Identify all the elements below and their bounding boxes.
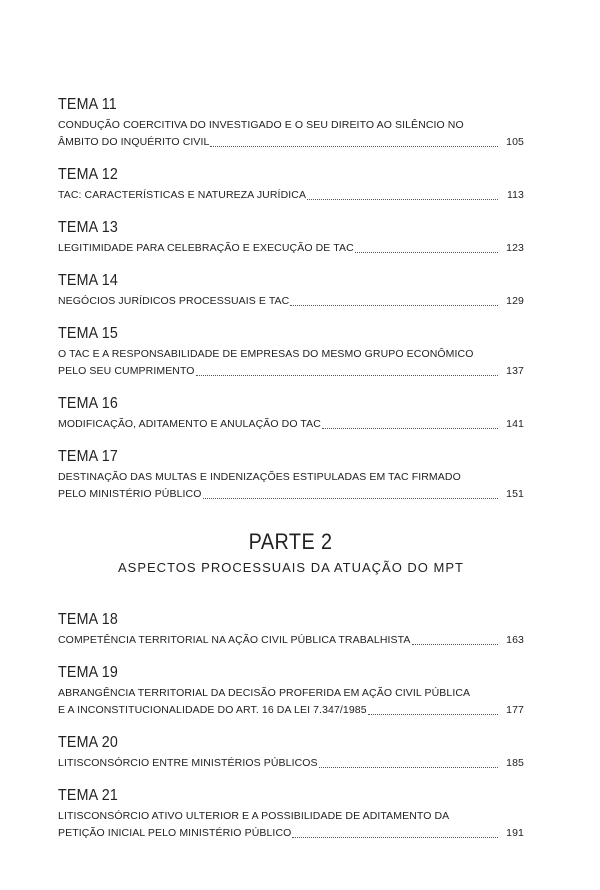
toc-entry-line (58, 632, 524, 649)
toc-list-part-1 (58, 96, 524, 503)
dot-leader (322, 428, 498, 429)
toc-entry[interactable] (58, 325, 524, 380)
toc-entry-title: PELO MINISTÉRIO PÚBLICO (58, 488, 202, 500)
part-heading (58, 529, 524, 577)
tema-label: TEMA 20 (58, 734, 118, 751)
tema-label: TEMA 12 (58, 166, 118, 183)
toc-entry[interactable] (58, 734, 524, 772)
toc-entry[interactable] (58, 96, 524, 151)
page-number: 151 (506, 488, 524, 500)
toc-entry[interactable] (58, 611, 524, 649)
page-number: 129 (506, 295, 524, 307)
toc-entry[interactable] (58, 272, 524, 310)
page-number: 137 (506, 365, 524, 377)
toc-entry[interactable] (58, 664, 524, 719)
tema-label: TEMA 14 (58, 272, 118, 289)
toc-entry[interactable] (58, 787, 524, 842)
page-number: 141 (506, 418, 524, 430)
part-title: PARTE 2 (249, 529, 333, 554)
tema-label: TEMA 11 (58, 96, 117, 113)
dot-leader (203, 498, 499, 499)
toc-entry-line (58, 416, 524, 433)
toc-entry-line (58, 469, 524, 486)
tema-label: TEMA 15 (58, 325, 118, 342)
toc-entry[interactable] (58, 448, 524, 503)
dot-leader (319, 767, 498, 768)
toc-entry-title: LITISCONSÓRCIO ATIVO ULTERIOR E A POSSIBILIDADE DE ADITAMENTO DA (58, 810, 450, 822)
toc-entry-line (58, 363, 524, 380)
dot-leader (210, 146, 498, 147)
toc-entry-line (58, 755, 524, 772)
tema-label: TEMA 17 (58, 448, 118, 465)
tema-label: TEMA 16 (58, 395, 118, 412)
toc-entry-title: LEGITIMIDADE PARA CELEBRAÇÃO E EXECUÇÃO DE TAC (58, 242, 354, 254)
toc-entry-line (58, 293, 524, 310)
toc-entry-title: ÂMBITO DO INQUÉRITO CIVIL (58, 136, 210, 148)
toc-entry-line (58, 187, 524, 204)
toc-entry-title: PELO SEU CUMPRIMENTO (58, 365, 195, 377)
dot-leader (368, 714, 498, 715)
toc-entry-title: CONDUÇÃO COERCITIVA DO INVESTIGADO E O SEU DIREITO AO SILÊNCIO NO (58, 119, 464, 131)
tema-label: TEMA 18 (58, 611, 118, 628)
toc-entry-title: TAC: CARACTERÍSTICAS E NATUREZA JURÍDICA (58, 189, 307, 201)
toc-list-part-2 (58, 611, 524, 842)
page-number: 113 (506, 189, 524, 201)
page-number: 105 (506, 136, 524, 148)
toc-entry-title: E A INCONSTITUCIONALIDADE DO ART. 16 DA LEI 7.347/1985 (58, 704, 367, 716)
toc-entry-line (58, 117, 524, 134)
toc-entry-title: ABRANGÊNCIA TERRITORIAL DA DECISÃO PROFERIDA EM AÇÃO CIVIL PÚBLICA (58, 687, 471, 699)
tema-label: TEMA 19 (58, 664, 118, 681)
toc-entry-line (58, 808, 524, 825)
table-of-contents (58, 96, 524, 857)
toc-entry-title: LITISCONSÓRCIO ENTRE MINISTÉRIOS PÚBLICOS (58, 757, 318, 769)
toc-entry[interactable] (58, 166, 524, 204)
toc-entry-title: NEGÓCIOS JURÍDICOS PROCESSUAIS E TAC (58, 295, 290, 307)
dot-leader (292, 837, 498, 838)
toc-entry-title: DESTINAÇÃO DAS MULTAS E INDENIZAÇÕES ESTIPULADAS EM TAC FIRMADO (58, 471, 461, 483)
toc-entry-line (58, 825, 524, 842)
dot-leader (196, 375, 498, 376)
toc-entry[interactable] (58, 395, 524, 433)
dot-leader (355, 252, 498, 253)
page-number: 163 (506, 634, 524, 646)
page-number: 185 (506, 757, 524, 769)
toc-entry-title: COMPETÊNCIA TERRITORIAL NA AÇÃO CIVIL PÚBLICA TRABALHISTA (58, 634, 411, 646)
toc-entry-line (58, 685, 524, 702)
toc-entry[interactable] (58, 219, 524, 257)
toc-entry-line (58, 486, 524, 503)
tema-label: TEMA 13 (58, 219, 118, 236)
part-subtitle: ASPECTOS PROCESSUAIS DA ATUAÇÃO DO MPT (118, 560, 464, 575)
dot-leader (412, 644, 499, 645)
toc-entry-line (58, 702, 524, 719)
toc-entry-line (58, 134, 524, 151)
page-number: 191 (506, 827, 524, 839)
toc-entry-line (58, 240, 524, 257)
dot-leader (290, 305, 498, 306)
toc-entry-title: PETIÇÃO INICIAL PELO MINISTÉRIO PÚBLICO (58, 827, 292, 839)
toc-entry-line (58, 346, 524, 363)
dot-leader (307, 199, 498, 200)
page-number: 177 (506, 704, 524, 716)
toc-entry-title: MODIFICAÇÃO, ADITAMENTO E ANULAÇÃO DO TAC (58, 418, 321, 430)
toc-entry-title: O TAC E A RESPONSABILIDADE DE EMPRESAS DO MESMO GRUPO ECONÔMICO (58, 348, 474, 360)
page-number: 123 (506, 242, 524, 254)
tema-label: TEMA 21 (58, 787, 118, 804)
